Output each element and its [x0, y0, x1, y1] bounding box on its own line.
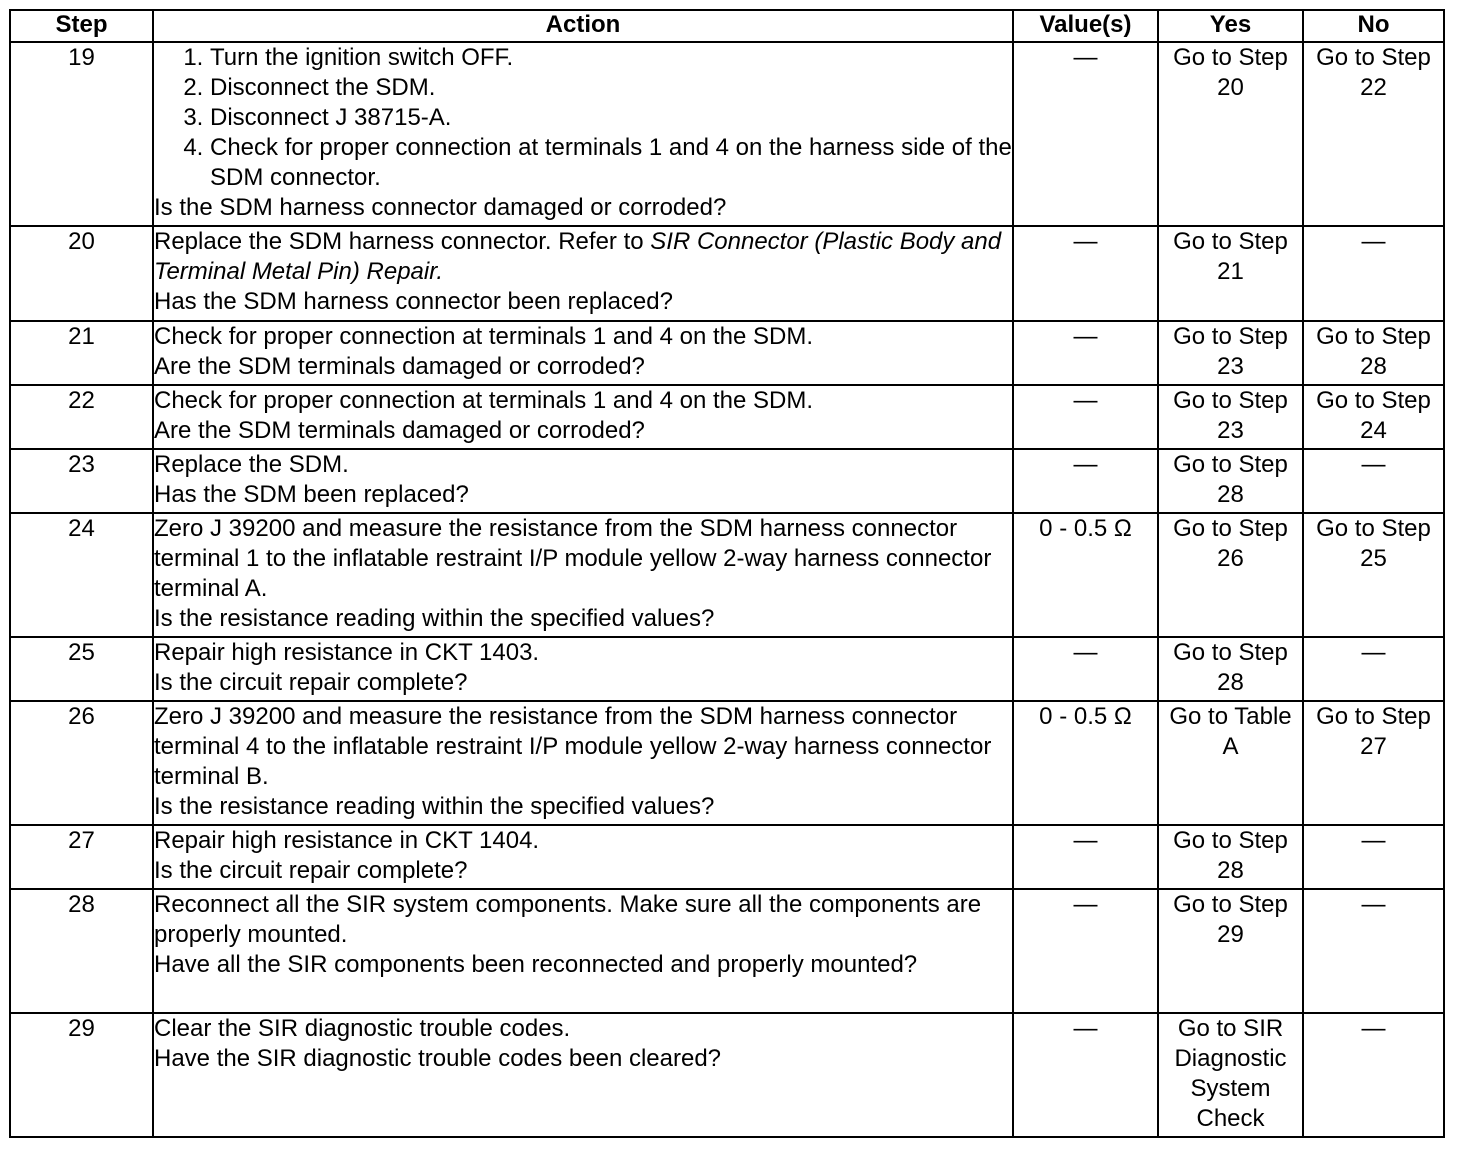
action-question: Is the resistance reading within the specified values? — [154, 605, 715, 632]
action-question: Are the SDM terminals damaged or corroded? — [154, 417, 645, 444]
table-row — [10, 42, 1444, 226]
value-cell: — — [1013, 385, 1158, 449]
action-cell — [153, 321, 1013, 385]
header-values: Value(s) — [1013, 10, 1158, 42]
yes-cell: Go to Step 28 — [1158, 449, 1303, 513]
value-cell: — — [1013, 42, 1158, 226]
yes-cell: Go to Step 20 — [1158, 42, 1303, 226]
table-row — [10, 889, 1444, 1013]
action-cell — [153, 637, 1013, 701]
table-row — [10, 449, 1444, 513]
list-item: 2. Disconnect the SDM. — [210, 73, 1012, 103]
no-cell: Go to Step 22 — [1303, 42, 1444, 226]
action-text: Replace the SDM. — [154, 451, 349, 478]
no-cell: — — [1303, 226, 1444, 321]
action-text: Zero J 39200 and measure the resistance from the SDM harness connector terminal 4 to the inflatable restraint I/P module yellow 2-way harness connector terminal B. — [154, 703, 992, 790]
value-cell: — — [1013, 889, 1158, 1013]
action-question: Is the resistance reading within the specified values? — [154, 793, 715, 820]
action-text: Reconnect all the SIR system components. Make sure all the components are properly mounted. — [154, 891, 982, 948]
value-cell: — — [1013, 1013, 1158, 1137]
action-question: Have the SIR diagnostic trouble codes been cleared? — [154, 1045, 722, 1072]
no-cell: Go to Step 25 — [1303, 513, 1444, 637]
action-text: Zero J 39200 and measure the resistance from the SDM harness connector terminal 1 to the inflatable restraint I/P module yellow 2-way harness connector terminal A. — [154, 515, 992, 602]
action-text: Clear the SIR diagnostic trouble codes. — [154, 1015, 571, 1042]
action-text: Repair high resistance in CKT 1404. — [154, 827, 540, 854]
action-question: Is the SDM harness connector damaged or corroded? — [154, 194, 727, 221]
action-cell — [153, 226, 1013, 321]
step-number: 28 — [10, 889, 153, 1013]
action-cell — [153, 701, 1013, 825]
repair-reference: SIR Connector (Plastic Body and Terminal Metal Pin) Repair. — [154, 228, 1002, 285]
yes-cell: Go to Table A — [1158, 701, 1303, 825]
value-cell: — — [1013, 637, 1158, 701]
table-row — [10, 513, 1444, 637]
list-item: 4. Check for proper connection at terminals 1 and 4 on the harness side of the SDM connector. — [210, 133, 1012, 193]
value-cell: — — [1013, 825, 1158, 889]
value-cell: 0 - 0.5 Ω — [1013, 701, 1158, 825]
no-cell: Go to Step 24 — [1303, 385, 1444, 449]
step-number: 23 — [10, 449, 153, 513]
no-cell: — — [1303, 1013, 1444, 1137]
step-number: 25 — [10, 637, 153, 701]
action-cell — [153, 42, 1013, 226]
no-cell: Go to Step 28 — [1303, 321, 1444, 385]
table-row — [10, 385, 1444, 449]
table-row — [10, 637, 1444, 701]
table-row — [10, 825, 1444, 889]
action-cell — [153, 889, 1013, 1013]
value-cell: — — [1013, 321, 1158, 385]
step-number: 20 — [10, 226, 153, 321]
header-row — [10, 10, 1444, 42]
step-number: 29 — [10, 1013, 153, 1137]
action-question: Has the SDM been replaced? — [154, 481, 469, 508]
action-text: Check for proper connection at terminals 1 and 4 on the SDM. — [154, 323, 814, 350]
diagnostic-page — [9, 9, 1443, 1138]
yes-cell: Go to SIR Diagnostic System Check — [1158, 1013, 1303, 1137]
table-row — [10, 321, 1444, 385]
yes-cell: Go to Step 28 — [1158, 637, 1303, 701]
no-cell: — — [1303, 889, 1444, 1013]
value-cell: — — [1013, 449, 1158, 513]
table-row — [10, 701, 1444, 825]
action-cell — [153, 1013, 1013, 1137]
action-question: Is the circuit repair complete? — [154, 857, 468, 884]
table-row — [10, 226, 1444, 321]
header-action: Action — [153, 10, 1013, 42]
action-cell — [153, 385, 1013, 449]
yes-cell: Go to Step 26 — [1158, 513, 1303, 637]
action-question: Has the SDM harness connector been replaced? — [154, 288, 673, 315]
step-number: 19 — [10, 42, 153, 226]
header-step: Step — [10, 10, 153, 42]
step-number: 26 — [10, 701, 153, 825]
value-cell: — — [1013, 226, 1158, 321]
no-cell: — — [1303, 825, 1444, 889]
action-text: Repair high resistance in CKT 1403. — [154, 639, 540, 666]
action-cell — [153, 449, 1013, 513]
diagnostic-table — [9, 9, 1445, 1138]
action-list — [154, 43, 1012, 193]
yes-cell: Go to Step 21 — [1158, 226, 1303, 321]
no-cell: — — [1303, 449, 1444, 513]
action-cell — [153, 825, 1013, 889]
table-row — [10, 1013, 1444, 1137]
header-yes: Yes — [1158, 10, 1303, 42]
step-number: 24 — [10, 513, 153, 637]
action-question: Are the SDM terminals damaged or corroded? — [154, 353, 645, 380]
header-no: No — [1303, 10, 1444, 42]
step-number: 21 — [10, 321, 153, 385]
yes-cell: Go to Step 23 — [1158, 385, 1303, 449]
step-number: 22 — [10, 385, 153, 449]
action-text: Check for proper connection at terminals 1 and 4 on the SDM. — [154, 387, 814, 414]
action-cell — [153, 513, 1013, 637]
list-item: 3. Disconnect J 38715-A. — [210, 103, 1012, 133]
no-cell: — — [1303, 637, 1444, 701]
action-question: Is the circuit repair complete? — [154, 669, 468, 696]
step-number: 27 — [10, 825, 153, 889]
yes-cell: Go to Step 28 — [1158, 825, 1303, 889]
value-cell: 0 - 0.5 Ω — [1013, 513, 1158, 637]
yes-cell: Go to Step 29 — [1158, 889, 1303, 1013]
yes-cell: Go to Step 23 — [1158, 321, 1303, 385]
no-cell: Go to Step 27 — [1303, 701, 1444, 825]
action-text: Replace the SDM harness connector. Refer to — [154, 228, 651, 255]
list-item: 1. Turn the ignition switch OFF. — [210, 43, 1012, 73]
action-question: Have all the SIR components been reconnected and properly mounted? — [154, 951, 918, 978]
